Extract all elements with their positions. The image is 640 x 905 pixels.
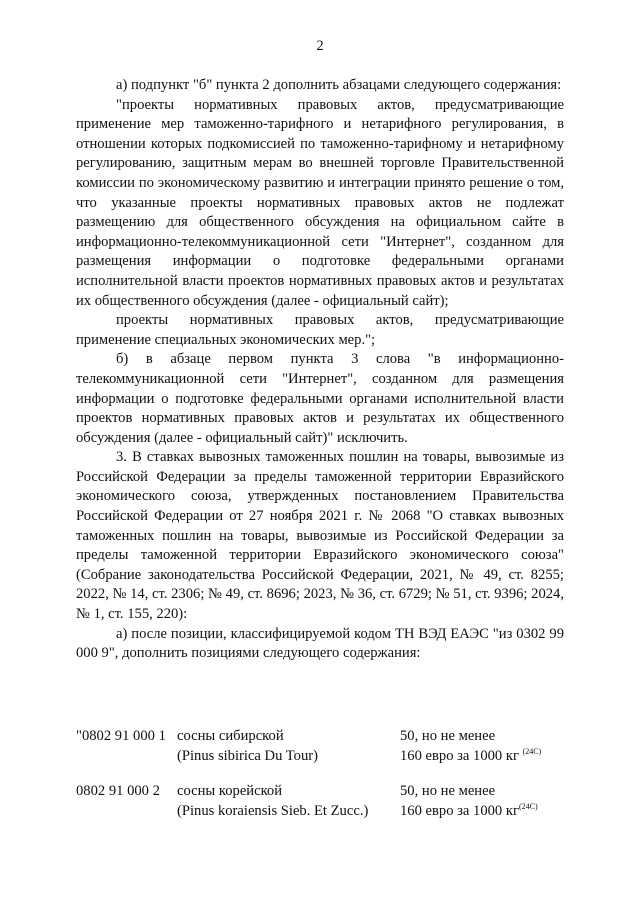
document-body [76,76,564,664]
goods-name-line1: сосны корейской [177,783,283,799]
footnote-mark: (24С) [518,802,538,812]
page-number: 2 [316,38,324,54]
duty-rate-line2: 160 евро за 1000 кг [400,803,519,819]
footnote-mark: (24С) [522,747,542,757]
duty-rate-line2: 160 евро за 1000 кг [400,748,519,764]
goods-name-line1: сосны сибирской [177,728,284,744]
paragraph-a-after-position: а) после позиции, классифицируемой кодом ТН ВЭД ЕАЭС "из 0302 99 000 9", дополнить позициями следующего содержания: [76,625,564,662]
duty-rate [400,781,538,821]
paragraph-projects-quote: "проекты нормативных правовых актов, предусматривающие применение мер таможенно-тарифного и нетарифного регулирования, в отношении которых подкомиссией по таможенно-тарифному и нетарифному регулированию, защитным мерам во внешней торговле Правительственной комиссии по экономическому развитию и интеграции принято решение о том, что указанные проекты нормативных правовых актов не подлежат размещению для общественного обсуждения на официальном сайте в информационно-телекоммуникационной сети "Интернет", созданном для размещения информации о подготовке федеральными органами исполнительной власти проектов нормативных правовых актов и результатах их общественного обсуждения (далее - официальный сайт); [76,96,564,309]
goods-name [177,726,318,766]
paragraph-projects-special: проекты нормативных правовых актов, предусматривающие применение специальных экономических мер."; [76,312,564,348]
duty-rate-line1: 50, но не менее [400,783,496,799]
goods-name [177,781,368,821]
paragraph-3-rates: 3. В ставках вывозных таможенных пошлин на товары, вывозимые из Российской Федерации за пределы таможенной территории Евразийского экономического союза, утвержденных постановлением Правительства Российской Федерации от 27 ноября 2021 г. № 2068 "О ставках вывозных таможенных пошлин на товары, вывозимые из Российской Федерации за пределы таможенной территории Евразийского экономического союза" (Собрание законодательства Российской Федерации, 2021, № 49, ст. 8255; 2022, № 14, ст. 2306; № 49, ст. 8696; 2023, № 36, ст. 6729; № 51, ст. 9396; 2024, № 1, ст. 155, 220): [76,449,564,623]
goods-name-latin: (Pinus sibirica Du Tour) [177,748,318,764]
duty-rate [400,726,541,766]
paragraph-a-intro: а) подпункт "б" пункта 2 дополнить абзацами следующего содержания: [116,77,562,93]
tnved-code: "0802 91 000 1 [76,728,166,744]
paragraph-b-exclude: б) в абзаце первом пункта 3 слова "в информационно-телекоммуникационной сети "Интернет", созданном для размещения информации о подготовке федеральными органами исполнительной власти проектов нормативных правовых актов и результатах их общественного обсуждения (далее - официальный сайт)" исключить. [76,351,564,446]
duty-rate-line1: 50, но не менее [400,728,496,744]
goods-name-latin: (Pinus koraiensis Sieb. Et Zucc.) [177,803,369,819]
tnved-code: 0802 91 000 2 [76,783,160,799]
